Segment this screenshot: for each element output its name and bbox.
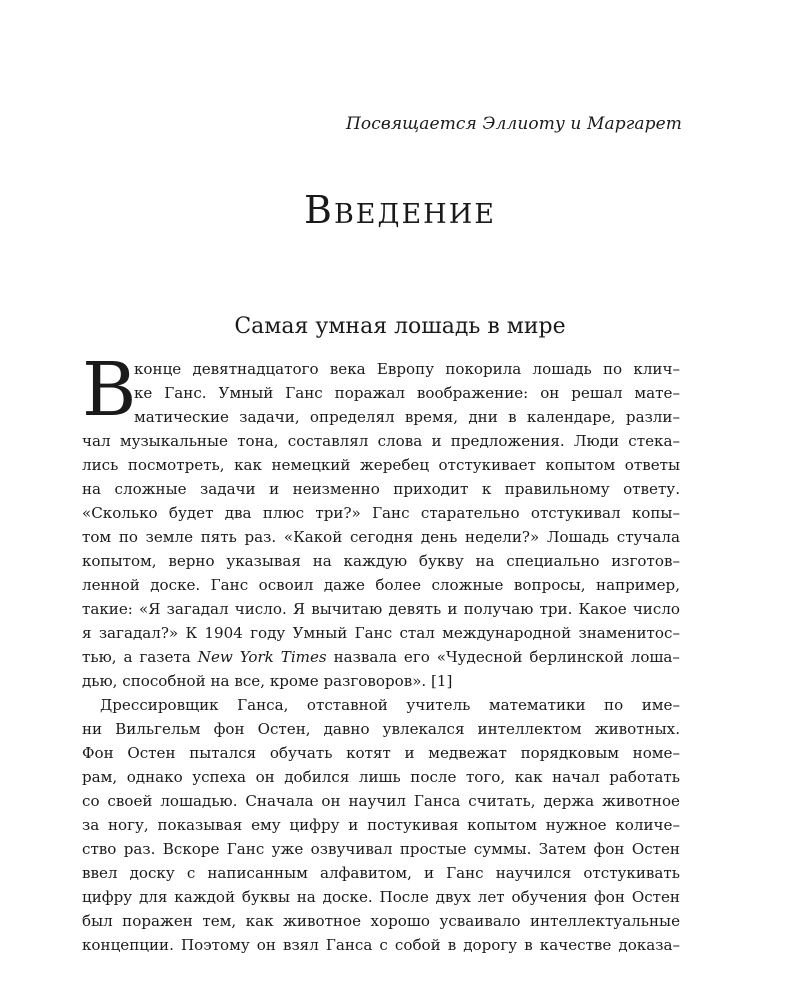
text-line: чал музыкальные тона, составлял слова и предложения. Люди стека– [82, 432, 680, 450]
dedication: Посвящается Эллиоту и Маргарет [345, 114, 682, 134]
text-line: был поражен тем, как животное хорошо усваивало интеллектуальные [82, 912, 680, 930]
text-line: рам, однако успеха он добился лишь после того, как начал работать [82, 768, 680, 786]
text-line: концепции. Поэтому он взял Ганса с собой в дорогу в качестве доказа– [82, 936, 680, 954]
text-line: лись посмотреть, как немецкий жеребец отстукивает копытом ответы [82, 456, 680, 474]
text-line: ство раз. Вскоре Ганс уже озвучивал простые суммы. Затем фон Остен [82, 840, 680, 858]
text-line: копытом, верно указывая на каждую букву на специально изготов– [82, 552, 680, 570]
text-line: ке Ганс. Умный Ганс поражал воображение: он решал мате– [134, 384, 680, 402]
text-line: конце девятнадцатого века Европу покорила лошадь по клич– [134, 360, 680, 378]
text-line: матические задачи, определял время, дни в календаре, разли– [134, 408, 680, 426]
paragraph-1 [82, 347, 680, 693]
text-line: ни Вильгельм фон Остен, давно увлекался интеллектом животных. [82, 720, 680, 738]
text-line [82, 645, 680, 669]
text-line: Дрессировщик Ганса, отставной учитель математики по име– [100, 696, 680, 714]
text-fragment: тью, а газета [82, 648, 198, 666]
text-line: Фон Остен пытался обучать котят и медвежат порядковым номе– [82, 744, 680, 762]
text-line: со своей лошадью. Сначала он научил Ганса считать, держа животное [82, 792, 680, 810]
text-line: я загадал?» К 1904 году Умный Ганс стал международной знаменитос– [82, 624, 680, 642]
text-line: такие: «Я загадал число. Я вычитаю девять и получаю три. Какое число [82, 600, 680, 618]
text-line: «Сколько будет два плюс три?» Ганс старательно отстукивал копы– [82, 504, 680, 522]
paragraph-2 [82, 693, 680, 957]
section-title: Самая умная лошадь в мире [234, 314, 566, 339]
chapter-title: Введение [304, 188, 496, 232]
newspaper-title: New York Times [197, 648, 327, 666]
text-line: ввел доску с написанным алфавитом, и Ганс научился отстукивать [82, 864, 680, 882]
drop-cap: В [82, 347, 137, 433]
text-line: дью, способной на все, кроме разговоров». [1] [82, 672, 453, 690]
text-fragment: назвала его «Чудесной берлинской лоша– [326, 648, 680, 666]
text-line: ленной доске. Ганс освоил даже более сложные вопросы, например, [82, 576, 680, 594]
text-line: том по земле пять раз. «Какой сегодня день недели?» Лошадь стучала [82, 528, 680, 546]
text-line: цифру для каждой буквы на доске. После двух лет обучения фон Остен [82, 888, 680, 906]
text-line: на сложные задачи и неизменно приходит к правильному ответу. [82, 480, 680, 498]
body-text [82, 347, 680, 957]
text-line: за ногу, показывая ему цифру и постукивая копытом нужное количе– [82, 816, 680, 834]
